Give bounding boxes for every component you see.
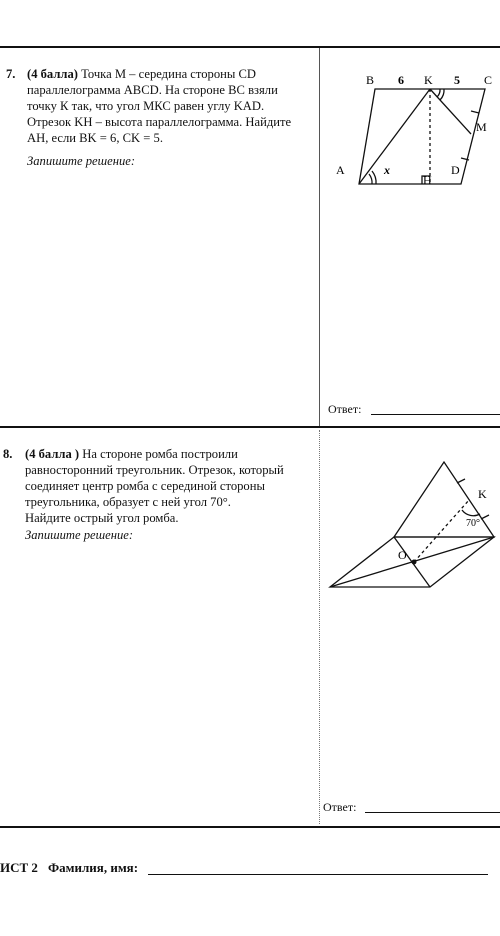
label-d: D (451, 163, 460, 177)
problem-line: Отрезок KH – высота параллелограмма. Найдите (27, 115, 292, 129)
angle-mark-a (369, 174, 372, 184)
problem-line: На стороне ромба построили (82, 447, 238, 461)
segment-ak (359, 89, 430, 184)
label-c: C (484, 73, 493, 87)
label-a: A (336, 163, 345, 177)
label-k: K (478, 487, 487, 501)
label-h: H (423, 173, 432, 185)
label-angle: 70° (466, 518, 480, 529)
problem-line: Точка М – середина стороны CD (81, 67, 256, 81)
answer-field[interactable] (328, 402, 500, 418)
parallelogram-abcd (359, 89, 485, 184)
segment-km (430, 89, 471, 134)
problem-line: равносторонний треугольник. Отрезок, который (25, 463, 284, 477)
middle-divider (0, 426, 500, 428)
problem-line: параллелограмма ABCD. На стороне BC взяли (27, 83, 278, 97)
problem-number: 7. (6, 67, 16, 81)
tick-mark (471, 111, 479, 113)
answer-line[interactable] (371, 402, 500, 415)
problem-line: Найдите острый угол ромба. (25, 511, 179, 525)
problem-line: AH, если BK = 6, CK = 5. (27, 131, 163, 145)
bottom-divider (0, 826, 500, 828)
problem-text (25, 446, 317, 526)
label-k: K (424, 73, 433, 87)
label-bk: 6 (398, 73, 404, 87)
center-o (412, 560, 417, 565)
rhombus-figure (320, 450, 500, 610)
instruction-label: Запишите решение: (27, 154, 136, 168)
tick-mark (481, 515, 489, 519)
problem-text (27, 66, 317, 146)
problem-number: 8. (3, 447, 13, 461)
name-field[interactable] (148, 860, 488, 875)
answer-line[interactable] (365, 800, 500, 813)
sheet-label: ИСТ 2 (0, 860, 38, 875)
parallelogram-figure (320, 70, 500, 185)
answer-field[interactable] (323, 800, 500, 816)
problem-score: (4 балла) (27, 67, 78, 81)
label-b: B (366, 73, 375, 87)
footer (0, 860, 500, 880)
problem-line: точку К так, что угол МКС равен углу KAD. (27, 99, 265, 113)
name-label: Фамилия, имя: (48, 860, 139, 875)
tick-mark (457, 479, 465, 483)
angle-mark-k (437, 89, 440, 97)
label-m: M (476, 120, 487, 134)
instruction-label: Запишите решение: (25, 528, 134, 542)
problem-line: соединяет центр ромба с серединой стороны (25, 479, 265, 493)
label-x: x (384, 163, 390, 177)
answer-label: Ответ: (323, 800, 357, 814)
answer-label: Ответ: (328, 402, 362, 416)
problem-score: (4 балла ) (25, 447, 80, 461)
top-divider (0, 46, 500, 48)
label-kc: 5 (454, 73, 460, 87)
label-o: O (398, 548, 407, 562)
problem-line: треугольника, образует с ней угол 70°. (25, 495, 231, 509)
